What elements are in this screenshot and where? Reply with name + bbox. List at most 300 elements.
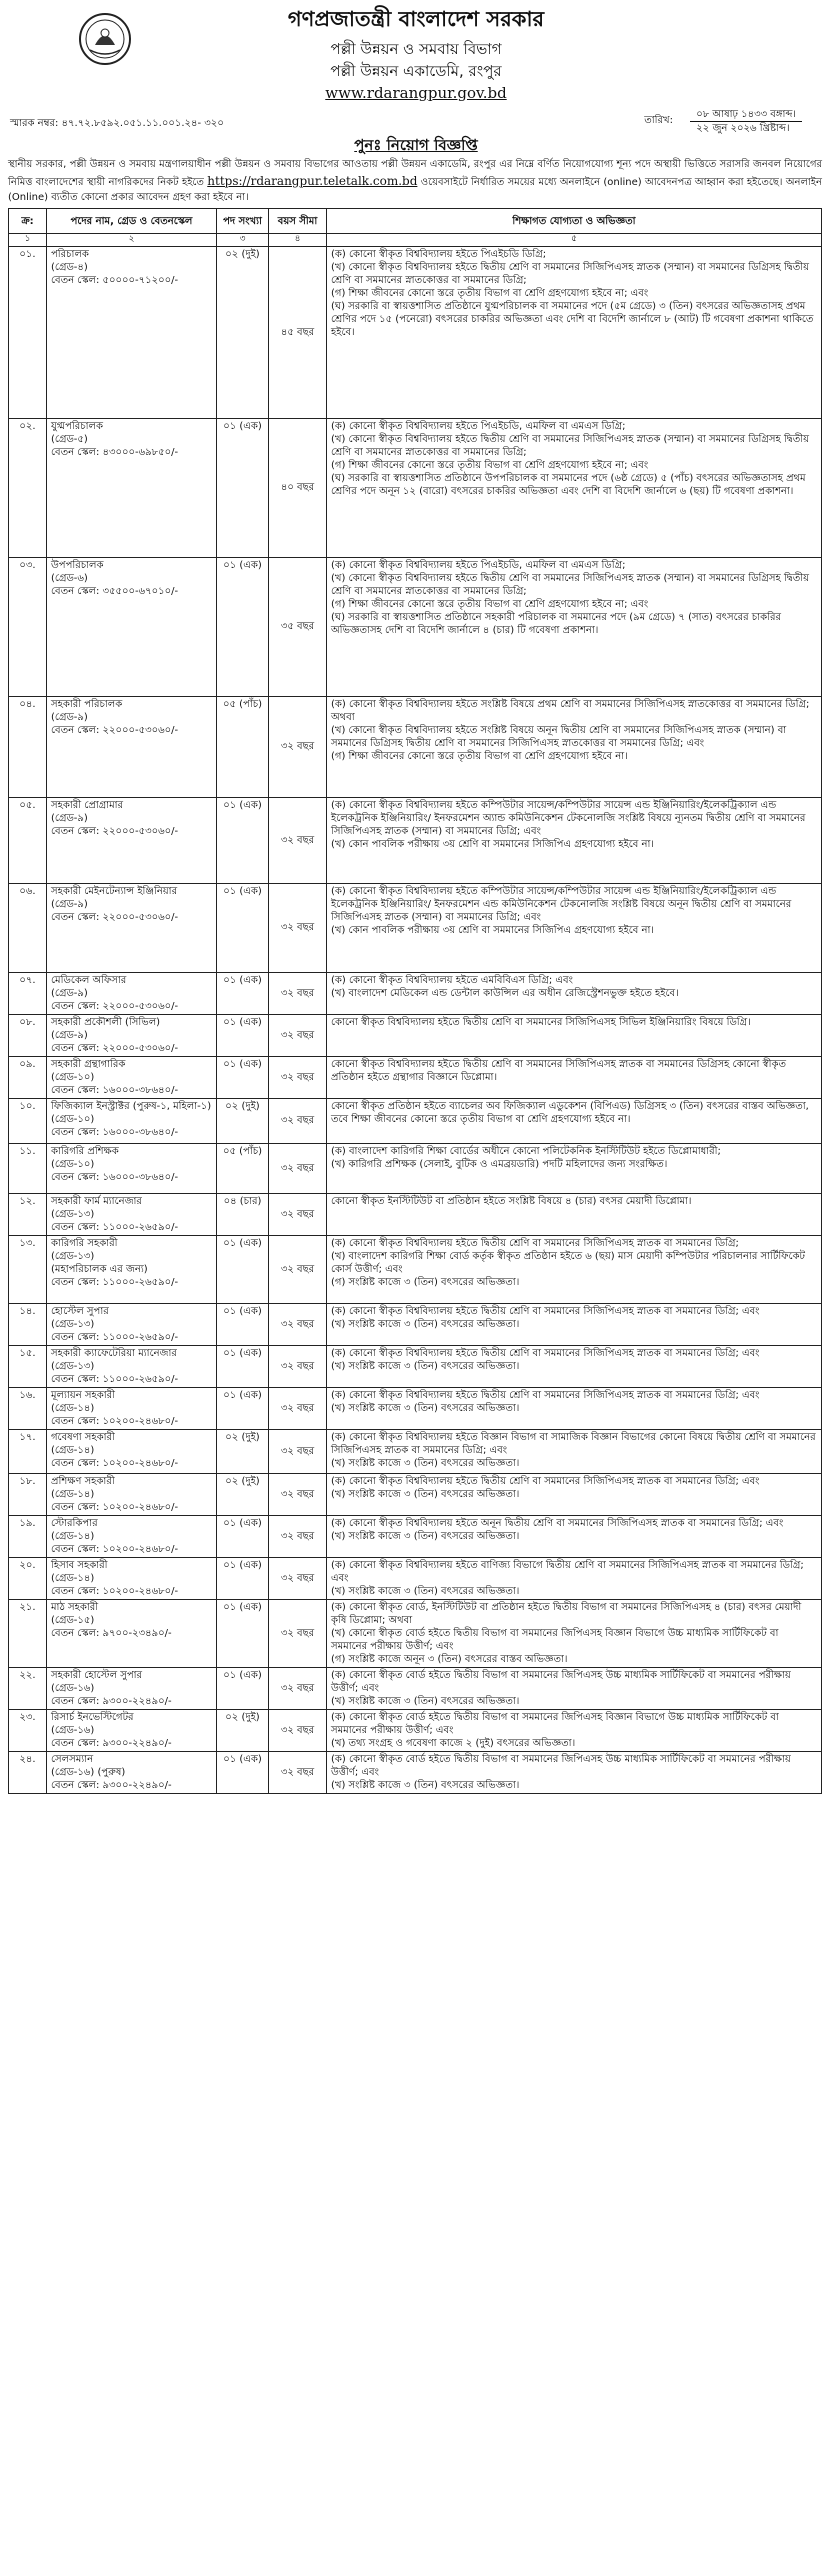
qualification-line: (ক) কোনো স্বীকৃত বিশ্ববিদ্যালয় হইতে বাণিজ্য বিভাগে দ্বিতীয় শ্রেণি বা সমমানের সিজিপিএসহ স্নাতক বা সমমানের ডিগ্রি; এবং: [331, 1559, 804, 1584]
row-qualification: [327, 1235, 822, 1303]
post-line: (গ্রেড-১৪): [51, 1572, 95, 1584]
table-body: [9, 246, 822, 1793]
qualification-line: (খ) তথ্য সংগ্রহ ও গবেষণা কাজে ২ (দুই) বৎসরের অভিজ্ঞতা।: [331, 1737, 576, 1749]
table-row: [9, 1557, 822, 1599]
row-qualification: [327, 418, 822, 557]
row-age: ৩২ বছর: [269, 1473, 327, 1515]
row-post: [47, 972, 217, 1014]
row-age: ৩২ বছর: [269, 1709, 327, 1751]
post-line: বেতন স্কেল: ১০২০০-২৪৬৮০/-: [51, 1415, 179, 1427]
row-count: ০৫ (পাঁচ): [217, 1143, 269, 1193]
table-row: [9, 1193, 822, 1235]
qualification-line: (ক) কোনো স্বীকৃত বিশ্ববিদ্যালয় হইতে কম্পিউটার সায়েন্স/কম্পিউটার সায়েন্স এন্ড ইঞ্জিনিয়ারিং/ইলেকট্রিক্যাল এন্ড ইলেকট্রনিক ইঞ্জিনিয়ারিং/ ইনফরমেশন অ্যান্ড কমিউনিকেশন টেকনোলজি সংশ্লিষ্ট বিষয়ে ন্যূনতম দ্বিতীয় শ্রেণি বা সমমানের সিজিপিএসহ স্নাতক (সম্মান) বা সমমানের ডিগ্রি; এবং: [331, 799, 806, 837]
qualification-line: (ক) কোনো স্বীকৃত বিশ্ববিদ্যালয় হইতে এমবিবিএস ডিগ্রি; এবং: [331, 974, 573, 986]
post-line: বেতন স্কেল: ১১০০০-২৬৫৯০/-: [51, 1221, 179, 1233]
row-age: ৩২ বছর: [269, 1557, 327, 1599]
memo-number: স্মারক নম্বর: ৪৭.৭২.৮৫৯২.০৫১.১১.০০১.২৪- ৩২০: [10, 118, 224, 129]
post-line: (গ্রেড-৫): [51, 433, 88, 445]
row-qualification: [327, 1143, 822, 1193]
qualification-line: (খ) বাংলাদেশ কারিগরি শিক্ষা বোর্ড কর্তৃক স্বীকৃত প্রতিষ্ঠান হইতে ৬ (ছয়) মাস মেয়াদী কম্পিউটার পরিচালনার সার্টিফিকেট কোর্স উত্তীর্ণ; এবং: [331, 1250, 805, 1275]
row-count: ০১ (এক): [217, 972, 269, 1014]
qualification-line: (ক) কোনো স্বীকৃত বিশ্ববিদ্যালয় হইতে অনূন দ্বিতীয় শ্রেণি বা সমমানের সিজিপিএসহ স্নাতক বা সমমানের ডিগ্রি; এবং: [331, 1517, 784, 1529]
row-qualification: [327, 1709, 822, 1751]
table-row: [9, 557, 822, 696]
post-line: প্রশিক্ষণ সহকারী: [51, 1475, 115, 1487]
post-line: যুগ্মপরিচালক: [51, 420, 103, 432]
qualification-line: (ক) কোনো স্বীকৃত বোর্ড, ইনস্টিটিউট বা প্রতিষ্ঠান হইতে দ্বিতীয় বিভাগ বা সমমানের সিজিপিএসহ ৪ (চার) বৎসর মেয়াদী কৃষি ডিপ্লোমা; অথবা: [331, 1601, 802, 1626]
post-line: (গ্রেড-৪): [51, 261, 88, 273]
row-post: [47, 1709, 217, 1751]
post-line: বেতন স্কেল: ১৬০০০-৩৮৬৪০/-: [51, 1084, 179, 1096]
row-post: [47, 246, 217, 418]
column-number-row: [9, 234, 822, 247]
row-age: ৩২ বছর: [269, 1515, 327, 1557]
row-age: ৩২ বছর: [269, 1235, 327, 1303]
row-count: ০২ (দুই): [217, 246, 269, 418]
post-line: মূল্যায়ন সহকারী: [51, 1389, 115, 1401]
row-post: [47, 1143, 217, 1193]
post-line: বেতন স্কেল: ২২০০০-৫৩০৬০/-: [51, 1000, 179, 1012]
qualification-line: (ক) কোনো স্বীকৃত বিশ্ববিদ্যালয় হইতে সংশ্লিষ্ট বিষয়ে প্রথম শ্রেণি বা সমমানের সিজিপিএসহ স্নাতকোত্তর বা সমমানের ডিগ্রি; অথবা: [331, 698, 810, 723]
post-line: বেতন স্কেল: ৩৫৫০০-৬৭০১০/-: [51, 585, 179, 597]
row-serial: ২০.: [9, 1557, 47, 1599]
qualification-line: (ক) কোনো স্বীকৃত বোর্ড হইতে দ্বিতীয় বিভাগ বা সমমানের জিপিএসহ উচ্চ মাধ্যমিক সার্টিফিকেট বা সমমানের পরীক্ষায় উত্তীর্ণ; এবং: [331, 1669, 791, 1694]
row-age: ৩২ বছর: [269, 1387, 327, 1429]
row-count: ০৪ (চার): [217, 1193, 269, 1235]
qualification-line: (গ) সংশ্লিষ্ট কাজে অনূন ৩ (তিন) বৎসরের বাস্তব অভিজ্ঞতা।: [331, 1653, 568, 1665]
row-age: ৩২ বছর: [269, 1193, 327, 1235]
qualification-line: (ক) কোনো স্বীকৃত বিশ্ববিদ্যালয় হইতে দ্বিতীয় শ্রেণি বা সমমানের সিজিপিএসহ স্নাতক বা সমমানের ডিগ্রি;: [331, 1237, 739, 1249]
row-serial: ০৭.: [9, 972, 47, 1014]
row-qualification: [327, 1014, 822, 1056]
post-line: বেতন স্কেল: ১১০০০-২৬৫৯০/-: [51, 1373, 179, 1385]
application-link[interactable]: https://rdarangpur.teletalk.com.bd: [207, 174, 418, 188]
post-line: বেতন স্কেল: ১৬০০০-৩৮৬৪০/-: [51, 1171, 179, 1183]
post-line: বেতন স্কেল: ২২০০০-৫৩০৬০/-: [51, 911, 179, 923]
row-age: ৩৫ বছর: [269, 557, 327, 696]
qualification-line: (খ) কোনো স্বীকৃত বিশ্ববিদ্যালয় হইতে দ্বিতীয় শ্রেণি বা সমমানের সিজিপিএসহ স্নাতক (সম্মান) বা সমমানের ডিগ্রিসহ দ্বিতীয় শ্রেণি বা সমমানের স্নাতকোত্তর বা সমমানের ডিগ্রি;: [331, 572, 810, 597]
qualification-line: (খ) সংশ্লিষ্ট কাজে ৩ (তিন) বৎসরের অভিজ্ঞতা।: [331, 1695, 520, 1707]
row-serial: ১৬.: [9, 1387, 47, 1429]
row-count: ০১ (এক): [217, 1056, 269, 1098]
row-age: ৩২ বছর: [269, 1098, 327, 1143]
row-count: ০১ (এক): [217, 1345, 269, 1387]
qualification-line: (ক) কোনো স্বীকৃত বিশ্ববিদ্যালয় হইতে পিএইচডি ডিগ্রি;: [331, 248, 547, 260]
qualification-line: (গ) শিক্ষা জীবনের কোনো স্তরে তৃতীয় বিভাগ বা শ্রেণি গ্রহণযোগ্য হইবে না; এবং: [331, 598, 649, 610]
website-link[interactable]: www.rdarangpur.gov.bd: [325, 84, 507, 102]
post-line: বেতন স্কেল: ৯৩০০-২২৪৯০/-: [51, 1737, 172, 1749]
row-count: ০১ (এক): [217, 418, 269, 557]
row-age: ৪০ বছর: [269, 418, 327, 557]
date-label: তারিখ:: [644, 115, 673, 126]
table-row: [9, 1387, 822, 1429]
government-seal-icon: [78, 12, 132, 66]
row-qualification: [327, 246, 822, 418]
row-age: ৩২ বছর: [269, 972, 327, 1014]
row-serial: ২১.: [9, 1599, 47, 1667]
row-qualification: [327, 1056, 822, 1098]
row-serial: ১৪.: [9, 1303, 47, 1345]
row-serial: ১২.: [9, 1193, 47, 1235]
post-line: কারিগরি প্রশিক্ষক: [51, 1145, 119, 1157]
table-row: [9, 972, 822, 1014]
row-qualification: [327, 557, 822, 696]
row-count: ০২ (দুই): [217, 1709, 269, 1751]
row-age: ৩২ বছর: [269, 797, 327, 883]
row-count: ০১ (এক): [217, 1599, 269, 1667]
row-serial: ১৩.: [9, 1235, 47, 1303]
post-line: স্টোরকিপার: [51, 1517, 98, 1529]
post-line: (মহাপরিচালক এর জন্য): [51, 1263, 148, 1275]
row-age: ৩২ বছর: [269, 1143, 327, 1193]
qualification-line: (ক) কোনো স্বীকৃত বিশ্ববিদ্যালয় হইতে দ্বিতীয় শ্রেণি বা সমমানের সিজিপিএসহ স্নাতক বা সমমানের ডিগ্রি; এবং: [331, 1347, 760, 1359]
column-number: ৪: [269, 234, 327, 247]
column-number: ১: [9, 234, 47, 247]
row-qualification: [327, 797, 822, 883]
row-serial: ১৫.: [9, 1345, 47, 1387]
row-age: ৩২ বছর: [269, 1429, 327, 1473]
post-line: সহকারী প্রকৌশলী (সিভিল): [51, 1016, 161, 1028]
header-qualification: শিক্ষাগত যোগ্যতা ও অভিজ্ঞতা: [327, 209, 822, 234]
post-line: (গ্রেড-১৬) (পুরুষ): [51, 1766, 126, 1778]
qualification-line: (ঘ) সরকারি বা স্বায়ত্তশাসিত প্রতিষ্ঠানে সহকারী পরিচালক বা সমমানের পদে (৯ম গ্রেডে) ৭ (সাত) বৎসরের চাকরির অভিজ্ঞতাসহ দেশি বা বিদেশি জার্নালে ৪ (চার) টি গবেষণা প্রকাশনা।: [331, 611, 781, 636]
table-row: [9, 418, 822, 557]
table-row: [9, 1429, 822, 1473]
row-age: ৩২ বছর: [269, 1599, 327, 1667]
row-count: ০১ (এক): [217, 883, 269, 972]
post-line: বেতন স্কেল: ১০২০০-২৪৬৮০/-: [51, 1543, 179, 1555]
row-count: ০১ (এক): [217, 1557, 269, 1599]
header-serial: ক্র:: [9, 209, 47, 234]
post-line: বেতন স্কেল: ১৬০০০-৩৮৬৪০/-: [51, 1126, 179, 1138]
academy-name: পল্লী উন্নয়ন একাডেমি, রংপুর: [330, 62, 502, 80]
row-serial: ০৯.: [9, 1056, 47, 1098]
post-line: উপপরিচালক: [51, 559, 104, 571]
qualification-line: (ক) কোনো স্বীকৃত বিশ্ববিদ্যালয় হইতে দ্বিতীয় শ্রেণি বা সমমানের সিজিপিএসহ স্নাতক বা সমমানের ডিগ্রি; এবং: [331, 1305, 760, 1317]
table-row: [9, 797, 822, 883]
row-count: ০১ (এক): [217, 1235, 269, 1303]
row-post: [47, 557, 217, 696]
post-line: বেতন স্কেল: ২২০০০-৫৩০৬০/-: [51, 825, 179, 837]
post-line: (গ্রেড-১০): [51, 1071, 95, 1083]
row-age: ৩২ বছর: [269, 883, 327, 972]
row-serial: ০১.: [9, 246, 47, 418]
row-post: [47, 1014, 217, 1056]
post-line: (গ্রেড-৯): [51, 711, 88, 723]
qualification-line: কোনো স্বীকৃত ইনস্টিটিউট বা প্রতিষ্ঠান হইতে সংশ্লিষ্ট বিষয়ে ৪ (চার) বৎসর মেয়াদী ডিপ্লোমা।: [331, 1195, 692, 1207]
post-line: (গ্রেড-৬): [51, 572, 88, 584]
row-count: ০১ (এক): [217, 1667, 269, 1709]
row-post: [47, 1667, 217, 1709]
row-post: [47, 1387, 217, 1429]
table-row: [9, 1143, 822, 1193]
qualification-line: (খ) সংশ্লিষ্ট কাজে ৩ (তিন) বৎসরের অভিজ্ঞতা।: [331, 1457, 520, 1469]
row-post: [47, 883, 217, 972]
post-line: মেডিকেল অফিসার: [51, 974, 127, 986]
table-row: [9, 1751, 822, 1793]
qualification-line: (খ) সংশ্লিষ্ট কাজে ৩ (তিন) বৎসরের অভিজ্ঞতা।: [331, 1585, 520, 1597]
date-bangla: ০৮ আষাঢ় ১৪৩৩ বঙ্গাব্দ।: [690, 108, 802, 122]
qualification-line: (খ) কোনো স্বীকৃত বোর্ড হইতে দ্বিতীয় বিভাগ বা সমমানের জিপিএসহ বিজ্ঞান বিভাগে উচ্চ মাধ্যমিক সার্টিফিকেট বা সমমানের পরীক্ষায় উত্তীর্ণ; এবং: [331, 1627, 779, 1652]
intro-text-1: স্থানীয় সরকার, পল্লী উন্নয়ন ও সমবায় মন্ত্রণালয়াধীন পল্লী উন্নয়ন ও সমবায় বিভাগের আওতায় পল্লী উন্নয়ন একাডেমি, রংপুর এর নিম্নে বর্ণিত নিয়োগযোগ্য শূন্য পদে অস্থায়ী ভিত্তিতে সরাসরি জনবল নিয়োগের নিমিত্ত বাংলাদেশের স্থায়ী নাগরিকদের নিকট হইতে: [8, 159, 822, 188]
column-number: ৩: [217, 234, 269, 247]
post-line: (গ্রেড-৯): [51, 987, 88, 999]
column-number: ৫: [327, 234, 822, 247]
row-age: ৩২ বছর: [269, 696, 327, 797]
notice-title: পুনঃ নিয়োগ বিজ্ঞপ্তি: [354, 136, 478, 154]
post-line: (গ্রেড-৯): [51, 812, 88, 824]
table-row: [9, 1056, 822, 1098]
row-post: [47, 1345, 217, 1387]
row-qualification: [327, 1599, 822, 1667]
post-line: (গ্রেড-১৫): [51, 1614, 95, 1626]
qualification-line: (গ) সংশ্লিষ্ট কাজে ৩ (তিন) বৎসরের অভিজ্ঞতা।: [331, 1276, 520, 1288]
post-line: (গ্রেড-১৩): [51, 1208, 95, 1220]
qualification-line: (ক) কোনো স্বীকৃত বিশ্ববিদ্যালয় হইতে কম্পিউটার সায়েন্স/কম্পিউটার সায়েন্স এন্ড ইঞ্জিনিয়ারিং/ইলেকট্রিক্যাল এন্ড ইলেকট্রনিক ইঞ্জিনিয়ারিং/ ইনফরমেশন এন্ড কমিউনিকেশন টেকনোলজি সংশ্লিষ্ট বিষয়ে অনূন দ্বিতীয় শ্রেণি বা সমমানের সিজিপিএসহ স্নাতক (সম্মান) বা সমমানের ডিগ্রি; এবং: [331, 885, 792, 923]
row-count: ০২ (দুই): [217, 1429, 269, 1473]
post-line: (গ্রেড-১০): [51, 1158, 95, 1170]
row-post: [47, 1056, 217, 1098]
row-post: [47, 1098, 217, 1143]
row-count: ০২ (দুই): [217, 1473, 269, 1515]
post-line: বেতন স্কেল: ৯৭০০-২৩৪৯০/-: [51, 1627, 172, 1639]
post-line: বেতন স্কেল: ১১০০০-২৬৫৯০/-: [51, 1331, 179, 1343]
date-block: [644, 108, 802, 135]
vacancy-table: [8, 208, 822, 1794]
post-line: হোস্টেল সুপার: [51, 1305, 109, 1317]
header-count: পদ সংখ্যা: [217, 209, 269, 234]
post-line: (গ্রেড-১৬): [51, 1724, 95, 1736]
date-english: ২২ জুন ২০২৬ খ্রিষ্টাব্দ।: [696, 123, 790, 134]
qualification-line: (ঘ) সরকারি বা স্বায়ত্তশাসিত প্রতিষ্ঠানে যুগ্মপরিচালক বা সমমানের পদে (৫ম গ্রেডে) ৩ (তিন) বৎসরের অভিজ্ঞতাসহ প্রথম শ্রেণির পদে ১৫ (পনেরো) বৎসরের চাকরির অভিজ্ঞতা এবং দেশি বা বিদেশি জার্নালে ৮ (আট) টি গবেষণা প্রকাশনা থাকিতে হইবে।: [331, 300, 814, 338]
post-line: (গ্রেড-১৪): [51, 1444, 95, 1456]
row-qualification: [327, 972, 822, 1014]
qualification-line: কোনো স্বীকৃত প্রতিষ্ঠান হইতে ব্যাচেলর অব ফিজিক্যাল এডুকেশন (বিপিএড) ডিগ্রিসহ ৩ (তিন) বৎসরের বাস্তব অভিজ্ঞতা, তবে শিক্ষা জীবনের কোনো স্তরে তৃতীয় বিভাগ বা শ্রেণি গ্রহণযোগ্য হইবে না।: [331, 1100, 809, 1125]
post-line: বেতন স্কেল: ১০২০০-২৪৬৮০/-: [51, 1585, 179, 1597]
post-line: বেতন স্কেল: ২২০০০-৫৩০৬০/-: [51, 724, 179, 736]
row-age: ৩২ বছর: [269, 1014, 327, 1056]
row-qualification: [327, 1557, 822, 1599]
row-age: ৩২ বছর: [269, 1056, 327, 1098]
qualification-line: কোনো স্বীকৃত বিশ্ববিদ্যালয় হইতে দ্বিতীয় শ্রেণি বা সমমানের সিজিপিএসহ স্নাতক বা সমমানের ডিগ্রিসহ কোনো স্বীকৃত প্রতিষ্ঠান হইতে গ্রন্থাগার বিজ্ঞানে ডিপ্লোমা।: [331, 1058, 786, 1083]
table-row: [9, 1709, 822, 1751]
table-row: [9, 1235, 822, 1303]
row-qualification: [327, 696, 822, 797]
division-name: পল্লী উন্নয়ন ও সমবায় বিভাগ: [330, 40, 502, 58]
row-count: ০১ (এক): [217, 1751, 269, 1793]
qualification-line: (খ) সংশ্লিষ্ট কাজে ৩ (তিন) বৎসরের অভিজ্ঞতা।: [331, 1488, 520, 1500]
qualification-line: (খ) বাংলাদেশ মেডিকেল এন্ড ডেন্টাল কাউন্সিল এর অধীন রেজিস্ট্রেশনভুক্ত হইতে হইবে।: [331, 987, 679, 999]
row-qualification: [327, 1193, 822, 1235]
post-line: (গ্রেড-১০): [51, 1113, 95, 1125]
table-row: [9, 1014, 822, 1056]
row-qualification: [327, 1345, 822, 1387]
row-count: ০১ (এক): [217, 1014, 269, 1056]
post-line: পরিচালক: [51, 248, 89, 260]
row-count: ০১ (এক): [217, 1387, 269, 1429]
post-line: মাঠ সহকারী: [51, 1601, 99, 1613]
row-serial: ১১.: [9, 1143, 47, 1193]
row-qualification: [327, 1473, 822, 1515]
row-post: [47, 1429, 217, 1473]
table-row: [9, 1473, 822, 1515]
table-row: [9, 1667, 822, 1709]
intro-text-2: ওয়েবসাইটে নির্ধারিত সময়ের মধ্যে অনলাইনে (online) আবেদনপত্র আহ্বান করা হইতেছে। অনলাইন (Online) ব্যতীত কোনো প্রকার আবেদন গ্রহণ করা হইবে না।: [8, 177, 822, 203]
row-age: ৩২ বছর: [269, 1667, 327, 1709]
table-row: [9, 246, 822, 418]
qualification-line: (গ) শিক্ষা জীবনের কোনো স্তরে তৃতীয় বিভাগ বা শ্রেণি গ্রহণযোগ্য হইবে না; এবং: [331, 459, 649, 471]
qualification-line: (খ) কারিগরি প্রশিক্ষক (সেলাই, বুটিক ও এমব্রয়ডারি) পদটি মহিলাদের জন্য সংরক্ষিত।: [331, 1158, 668, 1170]
row-qualification: [327, 1751, 822, 1793]
row-post: [47, 1473, 217, 1515]
row-qualification: [327, 1515, 822, 1557]
row-post: [47, 696, 217, 797]
post-line: বেতন স্কেল: ৫০০০০-৭১২০০/-: [51, 274, 179, 286]
row-serial: ২৩.: [9, 1709, 47, 1751]
qualification-line: (ঘ) সরকারি বা স্বায়ত্তশাসিত প্রতিষ্ঠানে উপপরিচালক বা সমমানের পদে (৬ষ্ঠ গ্রেডে) ৫ (পাঁচ) বৎসরের অভিজ্ঞতাসহ প্রথম শ্রেণির পদে অনূন ১২ (বারো) বৎসরের চাকরির অভিজ্ঞতা এবং দেশি বা বিদেশি জার্নালে ৬ (ছয়) টি গবেষণা প্রকাশনা।: [331, 472, 806, 497]
table-row: [9, 696, 822, 797]
post-line: সহকারী পরিচালক: [51, 698, 123, 710]
header-age: বয়স সীমা: [269, 209, 327, 234]
qualification-line: (ক) কোনো স্বীকৃত বিশ্ববিদ্যালয় হইতে পিএইচডি, এমফিল বা এমএস ডিগ্রি;: [331, 420, 626, 432]
post-line: বেতন স্কেল: ১১০০০-২৬৫৯০/-: [51, 1276, 179, 1288]
post-line: হিসাব সহকারী: [51, 1559, 108, 1571]
row-age: ৪৫ বছর: [269, 246, 327, 418]
post-line: (গ্রেড-১৪): [51, 1530, 95, 1542]
qualification-line: (খ) সংশ্লিষ্ট কাজে ৩ (তিন) বৎসরের অভিজ্ঞতা।: [331, 1779, 520, 1791]
row-qualification: [327, 1098, 822, 1143]
row-post: [47, 1751, 217, 1793]
row-post: [47, 797, 217, 883]
row-serial: ১৮.: [9, 1473, 47, 1515]
row-serial: ২৪.: [9, 1751, 47, 1793]
row-post: [47, 1235, 217, 1303]
table-row: [9, 1303, 822, 1345]
post-line: বেতন স্কেল: ২২০০০-৫৩০৬০/-: [51, 1042, 179, 1054]
row-post: [47, 1557, 217, 1599]
government-title: গণপ্রজাতন্ত্রী বাংলাদেশ সরকার: [287, 7, 545, 31]
post-line: (গ্রেড-১৬): [51, 1682, 95, 1694]
post-line: (গ্রেড-৯): [51, 898, 88, 910]
post-line: সহকারী হোস্টেল সুপার: [51, 1669, 143, 1681]
post-line: বেতন স্কেল: ৯৩০০-২২৪৯০/-: [51, 1695, 172, 1707]
table-row: [9, 883, 822, 972]
row-count: ০১ (এক): [217, 557, 269, 696]
row-serial: ২২.: [9, 1667, 47, 1709]
row-post: [47, 1193, 217, 1235]
post-line: (গ্রেড-১৩): [51, 1360, 95, 1372]
row-post: [47, 1515, 217, 1557]
row-qualification: [327, 1667, 822, 1709]
intro-paragraph: [8, 157, 822, 205]
qualification-line: (ক) কোনো স্বীকৃত বোর্ড হইতে দ্বিতীয় বিভাগ বা সমমানের জিপিএসহ বিজ্ঞান বিভাগে উচ্চ মাধ্যমিক সার্টিফিকেট বা সমমানের পরীক্ষায় উত্তীর্ণ; এবং: [331, 1711, 779, 1736]
row-serial: ০৫.: [9, 797, 47, 883]
row-serial: ০২.: [9, 418, 47, 557]
qualification-line: (খ) সংশ্লিষ্ট কাজে ৩ (তিন) বৎসরের অভিজ্ঞতা।: [331, 1530, 520, 1542]
qualification-line: (গ) শিক্ষা জীবনের কোনো স্তরে তৃতীয় বিভাগ বা শ্রেণি গ্রহণযোগ্য হইবে না।: [331, 750, 628, 762]
post-line: (গ্রেড-১৩): [51, 1318, 95, 1330]
post-line: (গ্রেড-৯): [51, 1029, 88, 1041]
post-line: গবেষণা সহকারী: [51, 1431, 115, 1443]
row-post: [47, 1599, 217, 1667]
table-row: [9, 1515, 822, 1557]
qualification-line: (ক) কোনো স্বীকৃত বিশ্ববিদ্যালয় হইতে দ্বিতীয় শ্রেণি বা সমমানের সিজিপিএসহ স্নাতক বা সমমানের ডিগ্রি; এবং: [331, 1389, 760, 1401]
row-post: [47, 1303, 217, 1345]
row-serial: ১০.: [9, 1098, 47, 1143]
row-count: ০১ (এক): [217, 797, 269, 883]
row-serial: ০৬.: [9, 883, 47, 972]
post-line: বেতন স্কেল: ১০২০০-২৪৬৮০/-: [51, 1457, 179, 1469]
post-line: কারিগরি সহকারী: [51, 1237, 118, 1249]
row-count: ০২ (দুই): [217, 1098, 269, 1143]
qualification-line: (খ) কোনো স্বীকৃত বিশ্ববিদ্যালয় হইতে দ্বিতীয় শ্রেণি বা সমমানের সিজিপিএসহ স্নাতক (সম্মান) বা সমমানের ডিগ্রিসহ দ্বিতীয় শ্রেণি বা সমমানের স্নাতকোত্তর বা সমমানের ডিগ্রি;: [331, 261, 810, 286]
row-qualification: [327, 883, 822, 972]
post-line: বেতন স্কেল: ৪৩০০০-৬৯৮৫০/-: [51, 446, 179, 458]
qualification-line: কোনো স্বীকৃত বিশ্ববিদ্যালয় হইতে দ্বিতীয় শ্রেণি বা সমমানের সিজিপিএসহ সিভিল ইঞ্জিনিয়ারিং বিষয়ে ডিগ্রি।: [331, 1016, 751, 1028]
header-post: পদের নাম, গ্রেড ও বেতনস্কেল: [47, 209, 217, 234]
row-serial: ০৪.: [9, 696, 47, 797]
qualification-line: (ক) বাংলাদেশ কারিগরি শিক্ষা বোর্ডের অধীনে কোনো পলিটেকনিক ইনস্টিটিউট হইতে ডিপ্লোমাধারী;: [331, 1145, 721, 1157]
post-line: সেলসম্যান: [51, 1753, 94, 1765]
qualification-line: (ক) কোনো স্বীকৃত বিশ্ববিদ্যালয় হইতে বিজ্ঞান বিভাগ বা সামাজিক বিজ্ঞান বিভাগের কোনো বিষয়ে দ্বিতীয় শ্রেণি বা সমমানের সিজিপিএসহ স্নাতক বা সমমানের ডিগ্রি; এবং: [331, 1431, 816, 1456]
row-serial: ১৭.: [9, 1429, 47, 1473]
post-line: বেতন স্কেল: ৯৩০০-২২৪৯০/-: [51, 1779, 172, 1791]
post-line: (গ্রেড-১৪): [51, 1402, 95, 1414]
qualification-line: (খ) সংশ্লিষ্ট কাজে ৩ (তিন) বৎসরের অভিজ্ঞতা।: [331, 1360, 520, 1372]
row-count: ০১ (এক): [217, 1303, 269, 1345]
qualification-line: (খ) কোন পাবলিক পরীক্ষায় ৩য় শ্রেণি বা সমমানের সিজিপিএ গ্রহণযোগ্য হইবে না।: [331, 924, 654, 936]
row-qualification: [327, 1387, 822, 1429]
table-row: [9, 1098, 822, 1143]
post-line: রিসার্চ ইনভেস্টিগেটর: [51, 1711, 134, 1723]
table-row: [9, 1345, 822, 1387]
qualification-line: (খ) কোনো স্বীকৃত বিশ্ববিদ্যালয় হইতে সংশ্লিষ্ট বিষয়ে অনূন দ্বিতীয় শ্রেণি বা সমমানের সিজিপিএসহ স্নাতক (সম্মান) বা সমমানের ডিগ্রিসহ দ্বিতীয় শ্রেণি বা সমমানের সিজিপিএসহ স্নাতকোত্তর বা সমমানের ডিগ্রি; এবং: [331, 724, 787, 749]
qualification-line: (ক) কোনো স্বীকৃত বোর্ড হইতে দ্বিতীয় বিভাগ বা সমমানের জিপিএসহ উচ্চ মাধ্যমিক সার্টিফিকেট বা সমমানের পরীক্ষায় উত্তীর্ণ; এবং: [331, 1753, 791, 1778]
qualification-line: (খ) সংশ্লিষ্ট কাজে ৩ (তিন) বৎসরের অভিজ্ঞতা।: [331, 1318, 520, 1330]
post-line: সহকারী গ্রন্থাগারিক: [51, 1058, 126, 1070]
post-line: সহকারী মেইনটেন্যান্স ইঞ্জিনিয়ার: [51, 885, 178, 897]
qualification-line: (খ) সংশ্লিষ্ট কাজে ৩ (তিন) বৎসরের অভিজ্ঞতা।: [331, 1402, 520, 1414]
post-line: সহকারী ক্যাফেটেরিয়া ম্যানেজার: [51, 1347, 177, 1359]
post-line: সহকারী ফার্ম ম্যানেজার: [51, 1195, 142, 1207]
row-post: [47, 418, 217, 557]
table-header-row: [9, 209, 822, 234]
post-line: (গ্রেড-১৪): [51, 1488, 95, 1500]
table-row: [9, 1599, 822, 1667]
post-line: বেতন স্কেল: ১০২০০-২৪৬৮০/-: [51, 1501, 179, 1513]
column-number: ২: [47, 234, 217, 247]
row-qualification: [327, 1429, 822, 1473]
qualification-line: (ক) কোনো স্বীকৃত বিশ্ববিদ্যালয় হইতে পিএইচডি, এমফিল বা এমএস ডিগ্রি;: [331, 559, 626, 571]
row-age: ৩২ বছর: [269, 1303, 327, 1345]
row-qualification: [327, 1303, 822, 1345]
qualification-line: (খ) কোন পাবলিক পরীক্ষায় ৩য় শ্রেণি বা সমমানের সিজিপিএ গ্রহণযোগ্য হইবে না।: [331, 838, 654, 850]
row-count: ০১ (এক): [217, 1515, 269, 1557]
row-serial: ০৮.: [9, 1014, 47, 1056]
row-age: ৩২ বছর: [269, 1751, 327, 1793]
letterhead: [0, 0, 832, 154]
row-serial: ১৯.: [9, 1515, 47, 1557]
qualification-line: (ক) কোনো স্বীকৃত বিশ্ববিদ্যালয় হইতে দ্বিতীয় শ্রেণি বা সমমানের সিজিপিএসহ স্নাতক বা সমমানের ডিগ্রি; এবং: [331, 1475, 760, 1487]
qualification-line: (গ) শিক্ষা জীবনের কোনো স্তরে তৃতীয় বিভাগ বা শ্রেণি গ্রহণযোগ্য হইবে না; এবং: [331, 287, 649, 299]
row-age: ৩২ বছর: [269, 1345, 327, 1387]
post-line: (গ্রেড-১৩): [51, 1250, 95, 1262]
post-line: ফিজিক্যাল ইনস্ট্রাক্টর (পুরুষ-১, মহিলা-১): [51, 1100, 212, 1112]
row-serial: ০৩.: [9, 557, 47, 696]
post-line: সহকারী প্রোগ্রামার: [51, 799, 124, 811]
row-count: ০৫ (পাঁচ): [217, 696, 269, 797]
qualification-line: (খ) কোনো স্বীকৃত বিশ্ববিদ্যালয় হইতে দ্বিতীয় শ্রেণি বা সমমানের সিজিপিএসহ স্নাতক (সম্মান) বা সমমানের ডিগ্রিসহ দ্বিতীয় শ্রেণি বা সমমানের স্নাতকোত্তর বা সমমানের ডিগ্রি;: [331, 433, 810, 458]
